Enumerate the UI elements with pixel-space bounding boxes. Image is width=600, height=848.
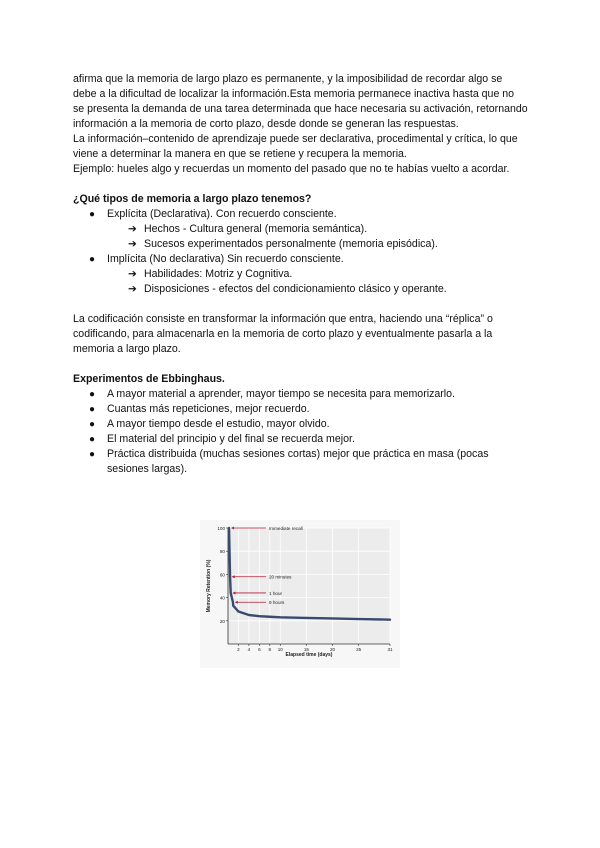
annotation-label: 1 hour	[269, 590, 283, 596]
paragraph-informacion-contenido: La información–contenido de aprendizaje puede ser declarativa, procedimental y crítica, lo que viene a determinar la manera en que se retiene y recupera la memoria.	[73, 133, 518, 160]
list-item-label: Cuantas más repeticiones, mejor recuerdo.	[107, 403, 310, 415]
list-item-explicita	[73, 207, 528, 252]
x-tick-label: 20	[329, 647, 336, 652]
paragraph-codificacion: La codificación consiste en transformar la información que entra, haciendo una “réplica” o codificando, para almacenarla en la memoria de corto plazo y eventualmente pasarla a la memoria a largo plazo.	[73, 313, 493, 355]
list-item-label: A mayor material a aprender, mayor tiempo se necesita para memorizarlo.	[107, 388, 455, 400]
forgetting-curve-chart	[200, 520, 400, 668]
x-tick-label: 15	[303, 647, 309, 652]
x-tick-label: 2	[237, 647, 240, 652]
list-item	[73, 432, 528, 447]
list-item	[73, 402, 528, 417]
sublist-item	[73, 267, 528, 282]
list-item-label: Explícita (Declarativa). Con recuerdo consciente.	[107, 208, 337, 220]
list-item	[73, 447, 528, 477]
arrow-right-icon: ➔	[128, 238, 137, 250]
heading-tipos-memoria: ¿Qué tipos de memoria a largo plazo tenemos?	[73, 193, 312, 205]
list-tipos-memoria	[73, 207, 528, 297]
list-item-label: A mayor tiempo desde el estudio, mayor olvido.	[107, 418, 330, 430]
list-item-implicita	[73, 252, 528, 297]
x-tick-label: 6	[258, 647, 261, 652]
y-axis-label: Memory Retention (%)	[206, 559, 212, 613]
sublist-item	[73, 222, 528, 237]
y-tick-label: 80	[219, 549, 225, 555]
sublist-item	[73, 237, 528, 252]
sublist-item	[73, 282, 528, 297]
y-tick-label: 40	[219, 595, 225, 601]
sublist-item-label: Disposiciones - efectos del condicionamiento clásico y operante.	[144, 283, 447, 295]
bullet-icon: ●	[89, 254, 96, 265]
bullet-icon: ●	[89, 434, 96, 445]
list-item	[73, 387, 528, 402]
sublist-item-label: Hechos - Cultura general (memoria semántica).	[144, 223, 368, 235]
plot-area	[228, 525, 390, 644]
list-ebbinghaus	[73, 387, 528, 477]
bullet-icon: ●	[89, 389, 96, 400]
page-content	[73, 72, 528, 477]
x-tick-label: 25	[356, 647, 362, 652]
bullet-icon: ●	[89, 449, 96, 460]
list-item-label: Implícita (No declarativa) Sin recuerdo consciente.	[107, 253, 344, 265]
list-item-label: El material del principio y del final se recuerda mejor.	[107, 433, 355, 445]
arrow-right-icon: ➔	[128, 268, 137, 280]
x-tick-label: 8	[268, 647, 272, 652]
heading-ebbinghaus: Experimentos de Ebbinghaus.	[73, 373, 225, 385]
sublist-item-label: Sucesos experimentados personalmente (memoria episódica).	[144, 238, 438, 250]
y-tick-label: 60	[219, 572, 225, 578]
paragraph-ejemplo: Ejemplo: hueles algo y recuerdas un momento del pasado que no te habías vuelto a acordar.	[73, 163, 510, 175]
sublist-implicita	[107, 267, 528, 297]
sublist-item-label: Habilidades: Motriz y Cognitiva.	[144, 268, 293, 280]
x-tick-label: 31	[387, 647, 393, 652]
y-tick-label: 100	[217, 526, 225, 531]
arrow-right-icon: ➔	[128, 223, 137, 235]
paragraph-memoria-largo-plazo: afirma que la memoria de largo plazo es permanente, y la imposibilidad de recordar algo se debe a la dificultad de localizar la información.Esta memoria permanece inactiva hasta que no se presenta la demanda de una tarea determinada que hace necesaria su activación, retornando información a la memoria de corto plazo, desde donde se generan las respuestas.	[73, 73, 528, 130]
bullet-icon: ●	[89, 209, 96, 220]
list-item	[73, 417, 528, 432]
bullet-icon: ●	[89, 404, 96, 415]
annotation-label: Immediate recall	[269, 525, 303, 531]
x-tick-label: 10	[277, 647, 283, 652]
arrow-right-icon: ➔	[128, 283, 137, 295]
list-item-label: Práctica distribuida (muchas sesiones cortas) mejor que práctica en masa (pocas sesiones largas).	[107, 448, 489, 475]
sublist-explicita	[107, 222, 528, 252]
forgetting-curve-figure	[200, 520, 400, 668]
annotation-label: 20 minutes	[269, 574, 292, 580]
x-axis-label: Elapsed time (days)	[285, 652, 333, 658]
annotation-label: 9 hours	[269, 600, 285, 606]
x-tick-label: 4	[247, 647, 251, 652]
y-tick-label: 20	[219, 618, 225, 624]
bullet-icon: ●	[89, 419, 96, 430]
